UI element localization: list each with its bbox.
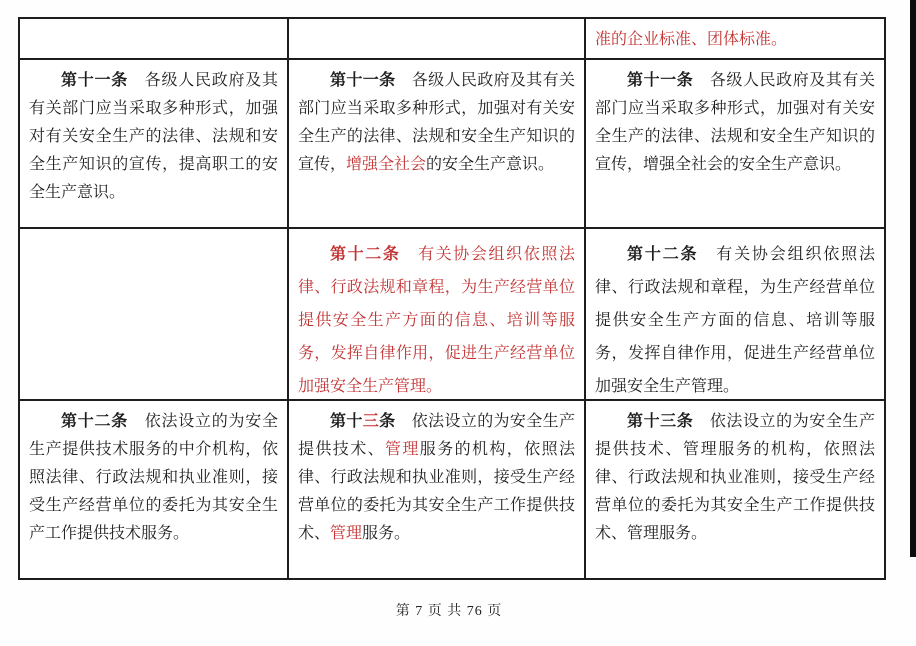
text-segment: 各级人民政府及其有关部门应当采取多种形式，加强对有关安全生产的法律、法规和安全生产知识的宣传，提高职工的安全生产意识。	[29, 72, 278, 201]
text-segment: 服务的机构，依照法律、行政法规和执业准则，接受生产经营单位的委托为其安全生产工作提供技术、	[298, 441, 575, 542]
table-cell-r3c3-article12	[586, 229, 886, 401]
text-segment: 增强全社会	[346, 156, 427, 173]
text-segment: 第十二条	[61, 413, 128, 430]
text-segment: 第十二条	[627, 246, 699, 263]
text-segment: 各级人民政府及其有关部门应当采取多种形式，加强对有关安全生产的法律、法规和安全生产知识的宣传，	[298, 72, 575, 173]
table-cell-r1c1	[20, 19, 289, 60]
text-segment: 依法设立的为安全生产提供技术、管理服务的机构，依照法律、行政法规和执业准则，接受生产经营单位的委托为其安全生产工作提供技术、管理服务。	[595, 413, 875, 542]
law-comparison-table	[18, 17, 886, 580]
text-segment: 准的企业标准、团体标准。	[595, 31, 788, 48]
text-segment: 依法设立的为安全生产提供技术、	[298, 413, 575, 458]
text-segment: 服务。	[362, 525, 411, 542]
scan-artifact-right-edge	[910, 0, 916, 557]
text-segment: 第十一条	[330, 72, 396, 89]
text-segment: 第十一条	[627, 72, 694, 89]
text-segment: 第十三条	[627, 413, 694, 430]
text-segment: 管理	[330, 525, 363, 542]
table-cell-r3c2-article12	[289, 229, 586, 401]
table-cell-r4c3-article13	[586, 401, 886, 580]
table-cell-r1c2	[289, 19, 586, 60]
text-segment: 条	[379, 413, 396, 430]
text-segment: 有关协会组织依照法律、行政法规和章程，为生产经营单位提供安全生产方面的信息、培训等服务，发挥自律作用，促进生产经营单位加强安全生产管理。	[298, 246, 575, 395]
table-cell-r1c3-continuation	[586, 19, 886, 60]
text-segment: 各级人民政府及其有关部门应当采取多种形式，加强对有关安全生产的法律、法规和安全生产知识的宣传，增强全社会的安全生产意识。	[595, 72, 875, 173]
table-cell-r4c1-article12	[20, 401, 289, 580]
page-number-footer: 第 7 页 共 76 页	[395, 604, 503, 619]
table-cell-r2c1-article11	[20, 60, 289, 229]
text-segment: 的安全生产意识。	[426, 156, 555, 173]
text-segment: 第十二条	[330, 246, 401, 263]
text-segment: 第十一条	[61, 72, 128, 89]
table-cell-r3c1-empty	[20, 229, 289, 401]
text-segment: 有关协会组织依照法律、行政法规和章程，为生产经营单位提供安全生产方面的信息、培训等服务，发挥自律作用，促进生产经营单位加强安全生产管理。	[595, 246, 875, 395]
table-cell-r2c3-article11	[586, 60, 886, 229]
text-segment: 依法设立的为安全生产提供技术服务的中介机构，依照法律、行政法规和执业准则，接受生产经营单位的委托为其安全生产工作提供技术服务。	[29, 413, 278, 542]
table-cell-r2c2-article11	[289, 60, 586, 229]
text-segment: 三	[362, 413, 380, 430]
text-segment: 管理	[385, 441, 420, 458]
table-cell-r4c2-article13	[289, 401, 586, 580]
text-segment: 第十	[330, 413, 363, 430]
